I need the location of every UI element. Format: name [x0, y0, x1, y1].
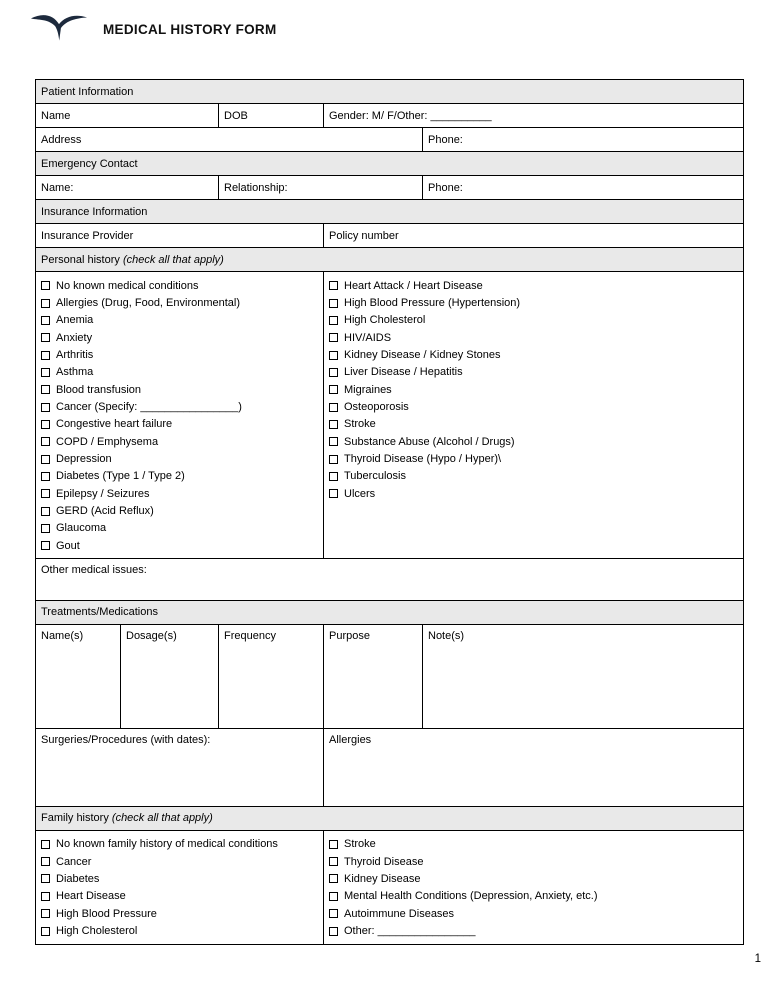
- checkbox-icon[interactable]: [41, 874, 50, 883]
- checkbox-item[interactable]: [41, 398, 319, 415]
- checkbox-label: No known medical conditions: [56, 279, 199, 292]
- checkbox-icon[interactable]: [329, 403, 338, 412]
- checkbox-icon[interactable]: [41, 368, 50, 377]
- checkbox-item[interactable]: [41, 870, 319, 887]
- section-title: Personal history: [41, 253, 120, 266]
- checkbox-label: Mental Health Conditions (Depression, Anxiety, etc.): [344, 890, 598, 903]
- surgeries-procedures-field[interactable]: Surgeries/Procedures (with dates):: [36, 728, 324, 806]
- section-title: Insurance Information: [41, 205, 148, 218]
- checkbox-item[interactable]: [41, 277, 319, 294]
- checkbox-label: Diabetes (Type 1 / Type 2): [56, 470, 185, 483]
- checkbox-item[interactable]: [41, 468, 319, 485]
- checkbox-icon[interactable]: [329, 368, 338, 377]
- checkbox-label: Glaucoma: [56, 522, 107, 535]
- checkbox-label: Tuberculosis: [344, 470, 406, 483]
- treatments-dosages-column[interactable]: Dosage(s): [121, 624, 219, 728]
- personal-history-right-column: [324, 272, 744, 559]
- checkbox-item[interactable]: [329, 294, 739, 311]
- checkbox-label: HIV/AIDS: [344, 331, 392, 344]
- checkbox-icon[interactable]: [329, 437, 338, 446]
- family-history-left-column: [36, 830, 324, 944]
- section-note: (check all that apply): [111, 812, 213, 824]
- checkbox-icon[interactable]: [41, 472, 50, 481]
- section-header-treatments-medications: [36, 600, 744, 624]
- checkbox-item[interactable]: [41, 329, 319, 346]
- address-field[interactable]: Address: [36, 128, 423, 152]
- section-note: (check all that apply): [122, 253, 224, 266]
- emergency-phone-field[interactable]: Phone:: [423, 176, 744, 200]
- checkbox-icon[interactable]: [329, 455, 338, 464]
- checkbox-label: Liver Disease / Hepatitis: [344, 366, 463, 379]
- checkbox-item[interactable]: [329, 416, 739, 433]
- checkbox-label: Thyroid Disease: [344, 855, 424, 868]
- checkbox-label: High Cholesterol: [56, 925, 138, 938]
- checkbox-item[interactable]: [329, 922, 739, 939]
- page-number: 1: [754, 953, 761, 965]
- checkbox-icon[interactable]: [329, 299, 338, 308]
- checkbox-label: Asthma: [56, 366, 94, 379]
- checkbox-label: Stroke: [344, 838, 376, 851]
- insurance-provider-field[interactable]: Insurance Provider: [36, 224, 324, 248]
- checkbox-icon[interactable]: [41, 455, 50, 464]
- checkbox-icon[interactable]: [329, 909, 338, 918]
- checkbox-label: No known family history of medical conditions: [56, 838, 278, 851]
- checkbox-item[interactable]: [329, 398, 739, 415]
- checkbox-item[interactable]: [41, 888, 319, 905]
- checkbox-icon[interactable]: [329, 333, 338, 342]
- checkbox-item[interactable]: [41, 520, 319, 537]
- treatments-names-column[interactable]: Name(s): [36, 624, 121, 728]
- section-title: Emergency Contact: [41, 157, 138, 170]
- checkbox-item[interactable]: [41, 312, 319, 329]
- checkbox-icon[interactable]: [41, 541, 50, 550]
- checkbox-icon[interactable]: [329, 420, 338, 429]
- phone-field[interactable]: Phone:: [423, 128, 744, 152]
- checkbox-item[interactable]: [41, 450, 319, 467]
- checkbox-item[interactable]: [329, 485, 739, 502]
- checkbox-icon[interactable]: [329, 874, 338, 883]
- checkbox-item[interactable]: [329, 870, 739, 887]
- section-title: Treatments/Medications: [41, 606, 158, 618]
- name-field[interactable]: Name: [36, 104, 219, 128]
- other-medical-issues-field[interactable]: Other medical issues:: [36, 558, 744, 600]
- section-header-personal-history: [36, 248, 744, 272]
- checkbox-label: Depression: [56, 453, 112, 466]
- checkbox-item[interactable]: [329, 277, 739, 294]
- checkbox-item[interactable]: [41, 922, 319, 939]
- checkbox-item[interactable]: [329, 346, 739, 363]
- emergency-relationship-field[interactable]: Relationship:: [219, 176, 423, 200]
- checkbox-item[interactable]: [41, 416, 319, 433]
- checkbox-icon[interactable]: [41, 316, 50, 325]
- checkbox-item[interactable]: [329, 836, 739, 853]
- checkbox-icon[interactable]: [329, 351, 338, 360]
- checkbox-label: Cancer: [56, 855, 92, 868]
- checkbox-item[interactable]: [41, 433, 319, 450]
- checkbox-icon[interactable]: [41, 857, 50, 866]
- checkbox-item[interactable]: [329, 433, 739, 450]
- page-title: MEDICAL HISTORY FORM: [103, 21, 277, 37]
- checkbox-icon[interactable]: [41, 927, 50, 936]
- checkbox-label: Migraines: [344, 383, 392, 396]
- checkbox-label: High Blood Pressure: [56, 907, 157, 920]
- checkbox-icon[interactable]: [41, 351, 50, 360]
- checkbox-item[interactable]: [41, 853, 319, 870]
- checkbox-label: Kidney Disease / Kidney Stones: [344, 349, 501, 362]
- section-title: Family history: [41, 812, 109, 824]
- checkbox-icon[interactable]: [41, 892, 50, 901]
- section-header-emergency-contact: [36, 152, 744, 176]
- checkbox-item[interactable]: [41, 346, 319, 363]
- family-history-right-column: [324, 830, 744, 944]
- checkbox-item[interactable]: [41, 502, 319, 519]
- checkbox-icon[interactable]: [41, 909, 50, 918]
- checkbox-label: Epilepsy / Seizures: [56, 487, 150, 500]
- checkbox-label: Kidney Disease: [344, 872, 421, 885]
- checkbox-icon[interactable]: [41, 489, 50, 498]
- checkbox-item[interactable]: [329, 450, 739, 467]
- checkbox-label: Allergies (Drug, Food, Environmental): [56, 297, 241, 310]
- checkbox-icon[interactable]: [41, 524, 50, 533]
- dob-field[interactable]: DOB: [219, 104, 324, 128]
- checkbox-item[interactable]: [41, 836, 319, 853]
- checkbox-item[interactable]: [41, 364, 319, 381]
- section-header-insurance-information: [36, 200, 744, 224]
- checkbox-icon[interactable]: [41, 385, 50, 394]
- checkbox-label: High Cholesterol: [344, 314, 426, 327]
- checkbox-label: Stroke: [344, 418, 376, 431]
- checkbox-label: COPD / Emphysema: [56, 435, 159, 448]
- checkbox-item[interactable]: [329, 468, 739, 485]
- checkbox-label: GERD (Acid Reflux): [56, 505, 154, 518]
- checkbox-item[interactable]: [329, 905, 739, 922]
- checkbox-label: Anxiety: [56, 331, 93, 344]
- checkbox-label: Thyroid Disease (Hypo / Hyper)\: [344, 453, 502, 466]
- checkbox-icon[interactable]: [329, 892, 338, 901]
- checkbox-item[interactable]: [329, 329, 739, 346]
- section-header-patient-information: [36, 80, 744, 104]
- checkbox-icon[interactable]: [41, 299, 50, 308]
- checkbox-icon[interactable]: [41, 507, 50, 516]
- checkbox-icon[interactable]: [329, 316, 338, 325]
- checkbox-item[interactable]: [41, 485, 319, 502]
- checkbox-label: Gout: [56, 539, 80, 552]
- treatments-notes-column[interactable]: Note(s): [423, 624, 744, 728]
- checkbox-label: Diabetes: [56, 872, 100, 885]
- checkbox-label: Blood transfusion: [56, 383, 141, 396]
- checkbox-label: Ulcers: [344, 487, 376, 500]
- checkbox-icon[interactable]: [329, 857, 338, 866]
- checkbox-icon[interactable]: [41, 333, 50, 342]
- checkbox-label: Arthritis: [56, 349, 94, 362]
- checkbox-icon[interactable]: [329, 489, 338, 498]
- checkbox-item[interactable]: [41, 905, 319, 922]
- gender-field[interactable]: Gender: M/ F/Other: __________: [324, 104, 744, 128]
- checkbox-icon[interactable]: [41, 403, 50, 412]
- checkbox-icon[interactable]: [329, 281, 338, 290]
- document-header: [30, 11, 277, 47]
- checkbox-item[interactable]: [329, 888, 739, 905]
- checkbox-icon[interactable]: [329, 927, 338, 936]
- checkbox-item[interactable]: [41, 537, 319, 554]
- checkbox-label: Anemia: [56, 314, 94, 327]
- checkbox-icon[interactable]: [329, 385, 338, 394]
- checkbox-item[interactable]: [41, 381, 319, 398]
- checkbox-item[interactable]: [41, 294, 319, 311]
- checkbox-icon[interactable]: [41, 420, 50, 429]
- emergency-name-field[interactable]: Name:: [36, 176, 219, 200]
- section-title: Patient Information: [41, 85, 134, 98]
- checkbox-label: Osteoporosis: [344, 401, 409, 414]
- medical-history-form-table: [35, 79, 744, 945]
- checkbox-label: Congestive heart failure: [56, 418, 173, 431]
- section-header-family-history: [36, 806, 744, 830]
- policy-number-field[interactable]: Policy number: [324, 224, 744, 248]
- checkbox-icon[interactable]: [41, 840, 50, 849]
- checkbox-icon[interactable]: [329, 840, 338, 849]
- checkbox-label: Autoimmune Diseases: [344, 907, 455, 920]
- checkbox-label: Cancer (Specify: ________________): [56, 401, 242, 414]
- bird-logo-icon: [30, 11, 88, 47]
- checkbox-item[interactable]: [329, 381, 739, 398]
- treatments-purpose-column[interactable]: Purpose: [324, 624, 423, 728]
- checkbox-item[interactable]: [329, 364, 739, 381]
- checkbox-label: Heart Attack / Heart Disease: [344, 279, 483, 292]
- checkbox-label: Heart Disease: [56, 890, 126, 903]
- checkbox-icon[interactable]: [329, 472, 338, 481]
- checkbox-item[interactable]: [329, 853, 739, 870]
- checkbox-icon[interactable]: [41, 437, 50, 446]
- checkbox-item[interactable]: [329, 312, 739, 329]
- checkbox-label: Other: ________________: [344, 925, 476, 938]
- checkbox-icon[interactable]: [41, 281, 50, 290]
- checkbox-label: Substance Abuse (Alcohol / Drugs): [344, 435, 515, 448]
- checkbox-label: High Blood Pressure (Hypertension): [344, 297, 521, 310]
- personal-history-left-column: [36, 272, 324, 559]
- treatments-frequency-column[interactable]: Frequency: [219, 624, 324, 728]
- allergies-field[interactable]: Allergies: [324, 728, 744, 806]
